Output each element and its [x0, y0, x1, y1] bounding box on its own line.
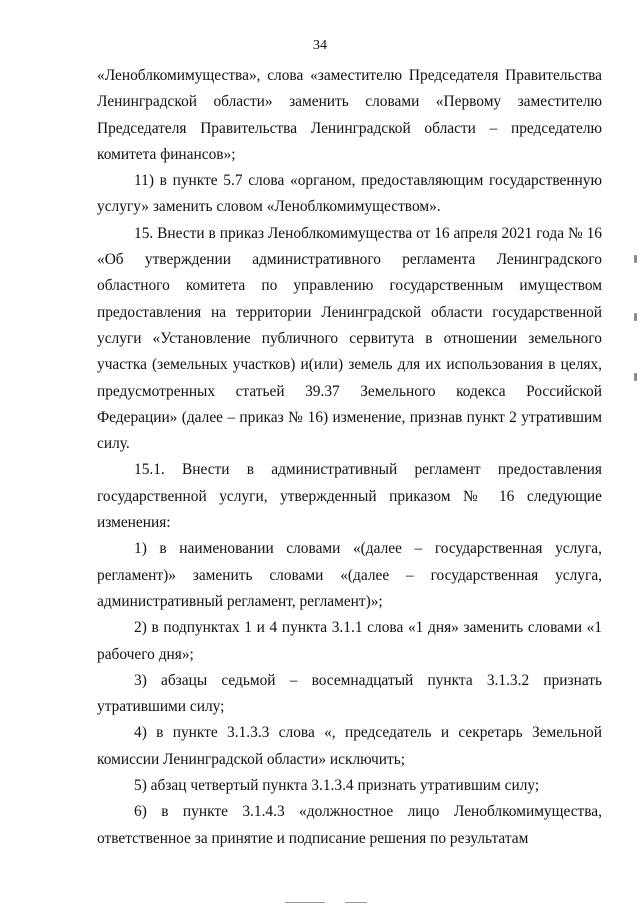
scan-mark — [285, 902, 325, 903]
paragraph: 11) в пункте 5.7 слова «органом, предоставляющим государственную услугу» заменить словом «Леноблкомимуществом». — [97, 172, 602, 216]
scan-bottom-artifact — [0, 899, 640, 905]
paragraph: 1) в наименовании словами «(далее – государственная услуга, регламент)» заменить словами «(далее – государственная услуга, административный регламент, регламент)»; — [97, 540, 602, 610]
paragraph: 15.1. Внести в административный регламент предоставления государственной услуги, утвержденный приказом № 16 следующие изменения: — [97, 461, 602, 532]
paragraph: 3) абзацы седьмой – восемнадцатый пункта 3.1.3.2 признать утратившими силу; — [97, 671, 602, 716]
paragraph: 4) в пункте 3.1.3.3 слова «, председатель и секретарь Земельной комиссии Ленинградской области» исключить; — [97, 724, 602, 768]
paragraph: «Леноблкомимущества», слова «заместителю Председателя Правительства Ленинградской области» заменить словами «Первому заместителю Председателя Правительства Ленинградской области – председателю комитета финансов»; — [97, 67, 602, 163]
paragraph: 6) в пункте 3.1.4.3 «должностное лицо Леноблкомимущества, ответственное за принятие и подписание решения по результатам — [97, 803, 602, 847]
page-number: 34 — [313, 38, 327, 53]
scan-mark — [634, 255, 637, 263]
paragraph: 2) в подпунктах 1 и 4 пункта 3.1.1 слова «1 дня» заменить словами «1 рабочего дня»; — [97, 619, 602, 663]
scan-mark — [345, 902, 367, 903]
paragraph: 5) абзац четвертый пункта 3.1.3.4 признать утратившим силу; — [134, 777, 540, 795]
document-body — [97, 63, 602, 852]
scan-edge-marks — [631, 255, 637, 425]
scan-mark — [634, 373, 637, 381]
scan-mark — [634, 313, 637, 321]
paragraph: 15. Внести в приказ Леноблкомимущества от 16 апреля 2021 года № 16 «Об утверждении административного регламента Ленинградского областного комитета по управлению государственным имуществом предоставления на территории Ленинградской области государственной услуги «Установление публичного сервитута в отношении земельного участка (земельных участков) и(или) земель для их использования в целях, предусмотренных статьей 39.37 Земельного кодекса Российской Федерации» (далее – приказ № 16) изменение, признав пункт 2 утратившим силу. — [97, 224, 602, 453]
